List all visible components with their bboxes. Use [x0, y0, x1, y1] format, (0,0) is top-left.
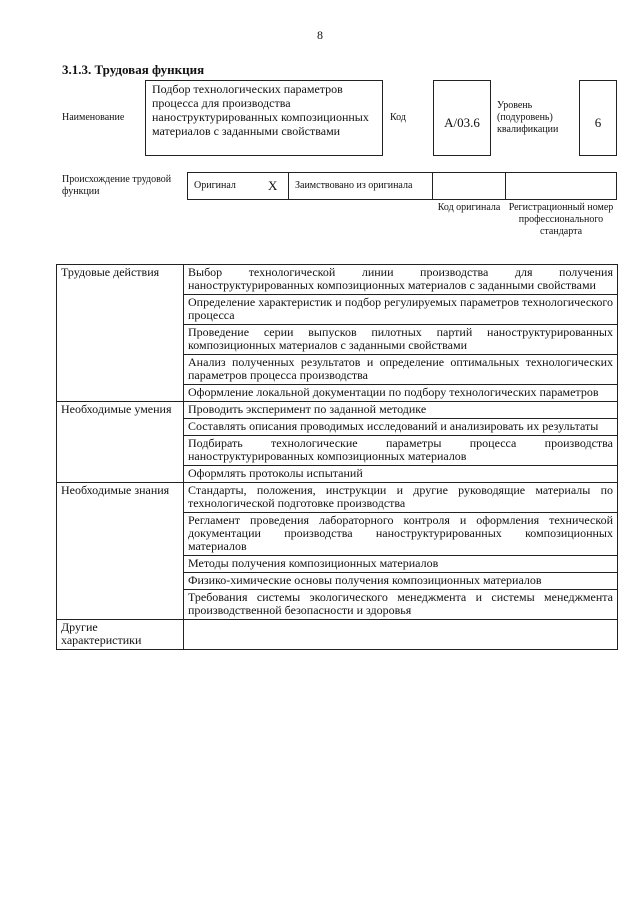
- table-cell: Методы получения композиционных материалов: [184, 556, 618, 573]
- section-title: 3.1.3. Трудовая функция: [62, 62, 205, 77]
- table-cell: Регламент проведения лабораторного контроля и оформления технической документации производства наноструктурированных композиционных материалов: [184, 513, 618, 556]
- function-name-box: [145, 80, 383, 156]
- table-row: [57, 620, 618, 650]
- origin-reg-cell: [505, 172, 617, 200]
- table-cell: [184, 620, 618, 650]
- table-cell: Оформлять протоколы испытаний: [184, 466, 618, 483]
- origin-row: [187, 172, 617, 200]
- table-cell: Стандарты, положения, инструкции и другие руководящие материалы по технологической подготовке производства: [184, 483, 618, 513]
- table-row: [57, 483, 618, 513]
- level-label: Уровень (подуровень) квалификации: [497, 100, 559, 135]
- origin-borrowed-cell: [288, 172, 433, 200]
- section-title-cell: Другие характеристики: [57, 620, 184, 650]
- table-cell: Проводить эксперимент по заданной методике: [184, 402, 618, 419]
- level-box: [579, 80, 617, 156]
- code-value: А/03.6: [444, 115, 480, 130]
- origin-reg-caption: Регистрационный номер профессионального стандарта: [508, 202, 614, 237]
- origin-code-caption: Код оригинала: [437, 202, 501, 213]
- function-table: [56, 264, 618, 650]
- origin-original-cell: [187, 172, 289, 200]
- origin-original-label: Оригинал: [194, 180, 236, 191]
- origin-original-mark: X: [268, 178, 278, 193]
- table-cell: Физико-химические основы получения композиционных материалов: [184, 573, 618, 590]
- function-name-value: Подбор технологических параметров процесса для производства наноструктурированных композиционных материалов с заданными свойствами: [152, 82, 369, 138]
- page-number: 8: [317, 28, 323, 42]
- table-cell: Подбирать технологические параметры процесса производства наноструктурированных композиционных материалов: [184, 436, 618, 466]
- origin-label: Происхождение трудовой функции: [62, 174, 172, 197]
- table-row: [57, 402, 618, 419]
- table-cell: Определение характеристик и подбор регулируемых параметров технологического процесса: [184, 295, 618, 325]
- name-label: Наименование: [62, 112, 125, 123]
- section-title-cell: Необходимые умения: [57, 402, 184, 483]
- table-cell: Анализ полученных результатов и определение оптимальных технологических параметров процесса производства: [184, 355, 618, 385]
- code-label: Код: [390, 112, 406, 123]
- section-title-cell: Трудовые действия: [57, 265, 184, 402]
- table-cell: Оформление локальной документации по подбору технологических параметров: [184, 385, 618, 402]
- level-value: 6: [594, 115, 602, 130]
- table-cell: Проведение серии выпусков пилотных партий наноструктурированных композиционных материалов с заданными свойствами: [184, 325, 618, 355]
- table-cell: Составлять описания проводимых исследований и анализировать их результаты: [184, 419, 618, 436]
- code-box: [433, 80, 491, 156]
- section-title-cell: Необходимые знания: [57, 483, 184, 620]
- table-cell: Требования системы экологического менеджмента и системы менеджмента производственной безопасности и здоровья: [184, 590, 618, 620]
- table-row: [57, 265, 618, 295]
- origin-borrowed-label: Заимствовано из оригинала: [295, 180, 413, 191]
- origin-code-cell: [432, 172, 506, 200]
- table-cell: Выбор технологической линии производства для получения наноструктурированных композиционных материалов с заданными свойствами: [184, 265, 618, 295]
